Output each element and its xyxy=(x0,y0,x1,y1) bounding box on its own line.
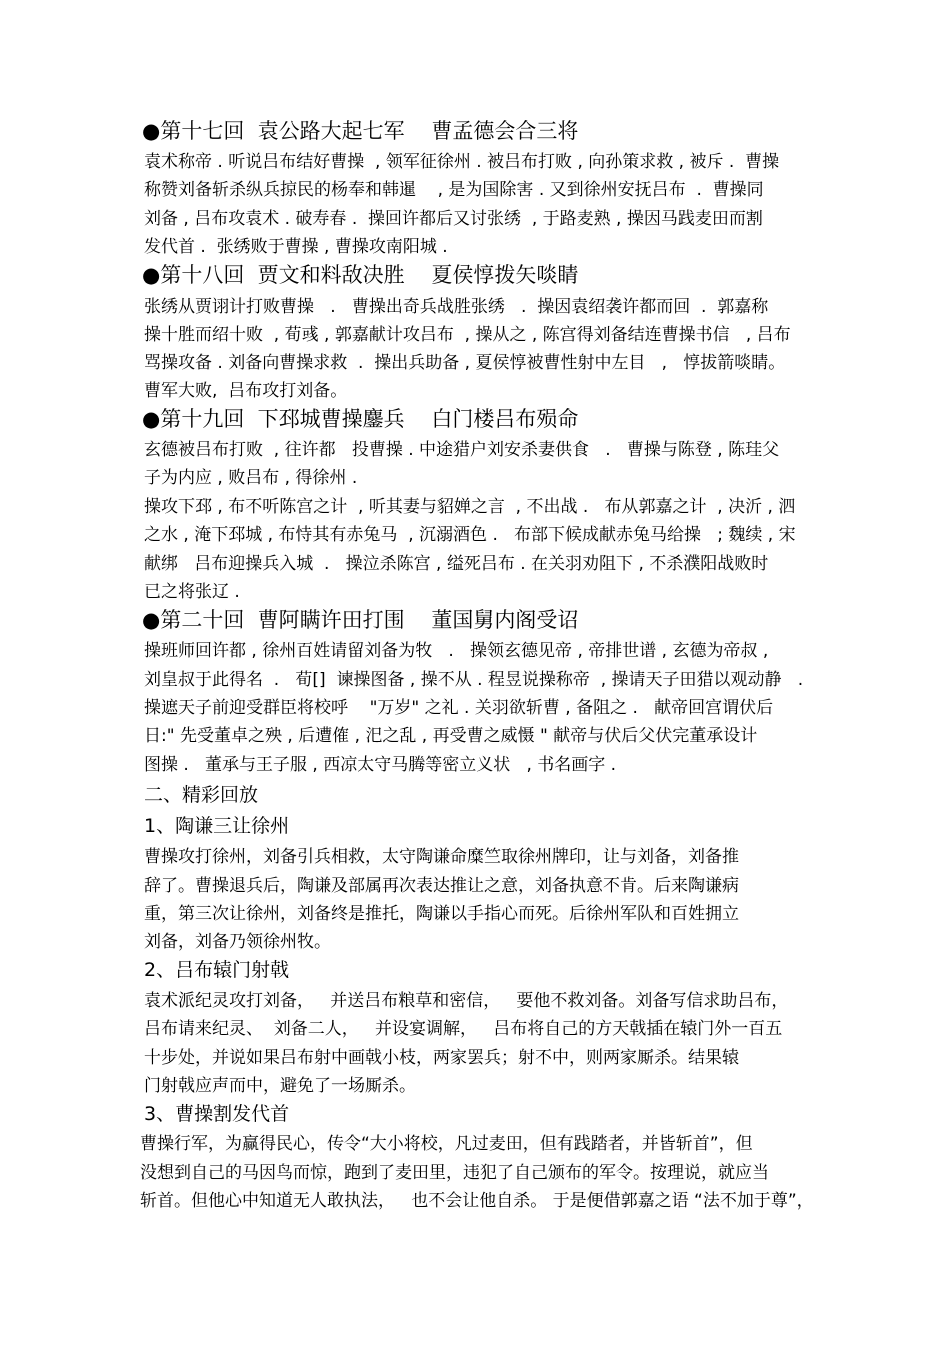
subsection-line: 刘备，刘备乃领徐州牧。 xyxy=(144,932,331,952)
chapter-18-line: 操十胜而绍十败 , 荀彧 , 郭嘉献计攻吕布 , 操从之 , 陈宫得刘备结连曹操书信 , 吕布 xyxy=(144,325,791,345)
chapter-20-line: 操班师回许都 , 徐州百姓请留刘备为牧 . 操领玄德见帝 , 帝排世谱 , 玄德为帝叔 , xyxy=(144,641,769,661)
chapter-20-heading: ●第二十回 曹阿瞒许田打围 董国舅内阁受诏 xyxy=(142,608,579,632)
chapter-20-line: 刘皇叔于此得名 . 荀[] 谏操图备 , 操不从 . 程昱说操称帝 , 操请天子田猎以观动静 . xyxy=(144,670,804,690)
chapter-20-line: 日:" 先受董卓之殃 , 后遭傕 , 汜之乱 , 再受曹之威慑 " 献帝与伏后父伏完董承设计 xyxy=(144,726,758,746)
chapter-19-line: 玄德被吕布打败 , 往许都 投曹操 . 中途猎户刘安杀妻供食 . 曹操与陈登 , 陈珪父 xyxy=(144,440,780,460)
chapter-18-line: 骂操攻备 . 刘备向曹操求救 . 操出兵助备 , 夏侯惇被曹性射中左目 , 惇拔箭啖睛。 xyxy=(144,353,786,373)
chapter-17-line: 刘备 , 吕布攻袁术 . 破寿春 . 操回许都后又讨张绣 , 于路麦熟 , 操因马践麦田而割 xyxy=(144,209,763,229)
chapter-19-line: 之水 , 淹下邳城 , 布恃其有赤兔马 , 沉溺酒色 . 布部下候成献赤兔马给操 ; 魏续 , 宋 xyxy=(144,525,796,545)
chapter-19-line: 已之将张辽 . xyxy=(144,582,240,602)
subsection-line: 袁术派纪灵攻打刘备， 并送吕布粮草和密信， 要他不救刘备。刘备写信求助吕布， xyxy=(144,991,789,1011)
subsection-line: 门射戟应声而中，避免了一场厮杀。 xyxy=(144,1076,416,1096)
subsection-title: 2、吕布辕门射戟 xyxy=(144,959,290,981)
chapter-17-line: 称赞刘备斩杀纵兵掠民的杨奉和韩暹 , 是为国除害 . 又到徐州安抚吕布 . 曹操同 xyxy=(144,180,764,200)
subsection-line: 重，第三次让徐州，刘备终是推托，陶谦以手指心而死。后徐州军队和百姓拥立 xyxy=(144,904,739,924)
chapter-18-heading: ●第十八回 贾文和料敌决胜 夏侯惇拨矢啖睛 xyxy=(142,263,579,287)
chapter-20-line: 图操 . 董承与王子服 , 西凉太守马腾等密立义状 , 书名画字 . xyxy=(144,755,617,775)
subsection-line: 吕布请来纪灵、 刘备二人， 并设宴调解， 吕布将自己的方天戟插在辕门外一百五 xyxy=(144,1019,783,1039)
subsection-line: 没想到自己的马因鸟而惊，跑到了麦田里，违犯了自己颁布的军令。按理说，就应当 xyxy=(140,1163,769,1183)
chapter-17-line: 发代首 . 张绣败于曹操 , 曹操攻南阳城 . xyxy=(144,237,448,257)
subsection-line: 斩首。但他心中知道无人敢执法， 也不会让他自杀。 于是便借郭嘉之语 “法不加于尊”， xyxy=(140,1191,814,1211)
subsection-line: 曹操行军，为赢得民心，传令“大小将校，凡过麦田，但有践踏者，并皆斩首”，但 xyxy=(140,1134,753,1154)
chapter-17-heading: ●第十七回 袁公路大起七军 曹孟德会合三将 xyxy=(142,119,579,143)
subsection-line: 十步处，并说如果吕布射中画戟小枝，两家罢兵；射不中，则两家厮杀。结果辕 xyxy=(144,1048,739,1068)
section-2-heading: 二、精彩回放 xyxy=(144,784,259,806)
subsection-title: 1、陶谦三让徐州 xyxy=(144,815,290,837)
chapter-20-line: 操遮天子前迎受群臣将校呼 "万岁" 之礼 . 关羽欲斩曹 , 备阻之 . 献帝回宫谓伏后 xyxy=(144,698,774,718)
chapter-18-line: 张绣从贾诩计打败曹操 . 曹操出奇兵战胜张绣 . 操因袁绍袭许都而回 . 郭嘉称 xyxy=(144,297,769,317)
chapter-19-line: 献绑 吕布迎操兵入城 . 操泣杀陈宫 , 缢死吕布 . 在关羽劝阻下 , 不杀濮阳战败时 xyxy=(144,554,769,574)
chapter-17-line: 袁术称帝 . 听说吕布结好曹操 , 领军征徐州 . 被吕布打败 , 向孙策求救 , 被斥 . 曹操 xyxy=(144,152,780,172)
subsection-title: 3、曹操割发代首 xyxy=(138,1103,290,1125)
chapter-19-line: 操攻下邳 , 布不听陈宫之计 , 听其妻与貂婵之言 , 不出战 . 布从郭嘉之计 , 决沂 , 泗 xyxy=(144,497,796,517)
chapter-19-line: 子为内应 , 败吕布 , 得徐州 . xyxy=(144,468,358,488)
chapter-18-line: 曹军大败, 吕布攻打刘备。 xyxy=(144,381,348,401)
subsection-line: 辞了。曹操退兵后，陶谦及部属再次表达推让之意，刘备执意不肯。后来陶谦病 xyxy=(144,876,739,896)
chapter-19-heading: ●第十九回 下邳城曹操鏖兵 白门楼吕布殒命 xyxy=(142,407,579,431)
subsection-line: 曹操攻打徐州，刘备引兵相救，太守陶谦命糜竺取徐州牌印，让与刘备，刘备推 xyxy=(144,847,739,867)
